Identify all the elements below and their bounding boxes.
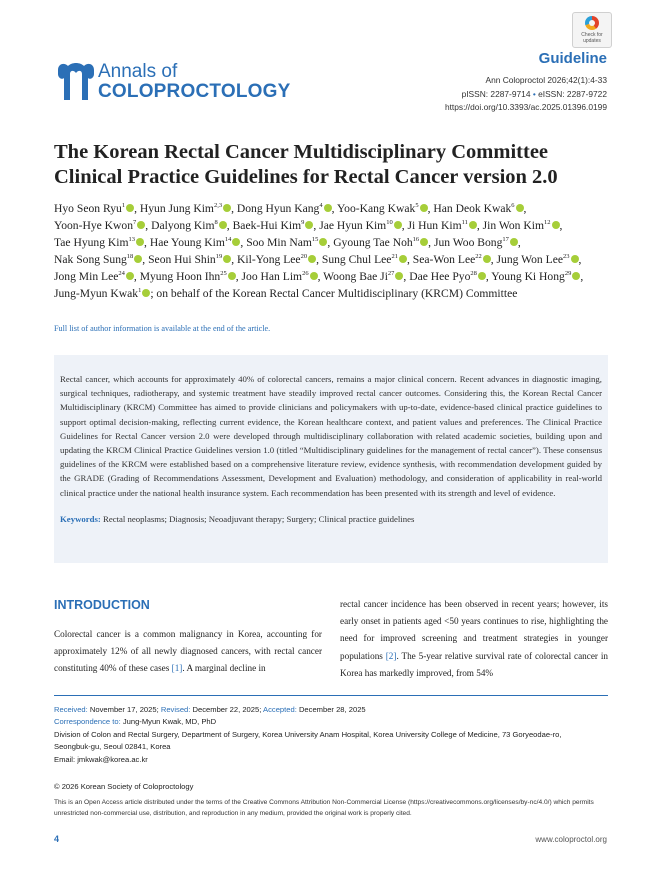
orcid-icon[interactable]: [572, 272, 580, 280]
author-affiliation: 29: [564, 270, 572, 278]
orcid-icon[interactable]: [219, 221, 227, 229]
keywords-label: Keywords:: [60, 513, 101, 524]
author-affiliation: 8: [214, 219, 218, 227]
author-affiliation: 1: [121, 202, 126, 210]
author-affiliation: 11: [461, 219, 468, 227]
author-name: Jong Min Lee: [54, 270, 119, 284]
logo-text-line2: COLOPROCTOLOGY: [98, 81, 291, 102]
orcid-icon[interactable]: [420, 238, 428, 246]
author-name: Jung-Myun Kwak: [54, 287, 139, 301]
orcid-icon[interactable]: [228, 272, 236, 280]
author-name: Woong Bae Ji: [323, 270, 388, 284]
author-list: Hyo Seon Ryu$^1$ , Hyun Jung Kim$^{2,3}$ , Dong Hyun Kang$^4$ , Yoo-Kang Kwak$^5$ , Han Deok Kwak$^6$ , Yoon-Hye Kwon$^7$ , Dalyong Kim$^8$ , Baek-Hui Kim$^9$ , Jae Hyun Kim$^{10}$ , Ji Hun Kim$^{11}$ , Jin Won Kim$^{12}$ , Tae Hyung Kim$^{13}$ , Hae Young Kim$^{14}$ , Soo Min Nam$^{15}$ , Gyoung Tae Noh$^{16}$ , Jun Woo Bong$^{17}$ , Nak Song Sung$^{18}$ , Seon Hui Shin$^{19}$ , Kil-Yong Lee$^{20}$ , Sung Chul Lee$^{21}$ , Sea-Won Lee$^{22}$ , Jung Won Lee$^{23}$ , Jong Min Lee$^{24}$ , Myung Hoon Ihn$^{25}$ , Joo Han Lim$^{26}$ , Woong Bae Ji$^{27}$ , Dae Hee Pyo$^{28}$ , Young Ki Hong$^{29}$ , Jung-Myun Kwak$^1$ ; on behalf of the Korean Rectal Cancer Multidisciplinary (KRCM) Committee: [54, 202, 584, 301]
author-affiliation: 14: [224, 236, 232, 244]
author-name: Jung Won Lee: [496, 253, 564, 267]
author-affiliation: 23: [563, 253, 570, 261]
accepted-date: December 28, 2025: [298, 705, 366, 714]
journal-info: [445, 74, 607, 115]
author-affiliation: 20: [300, 253, 308, 261]
orcid-icon[interactable]: [319, 238, 327, 246]
author: [491, 270, 580, 283]
author: [54, 270, 134, 283]
author: [497, 253, 579, 266]
author: [54, 287, 150, 300]
title-line-2: Clinical Practice Guidelines for Rectal Cancer version 2.0: [54, 166, 558, 188]
author: [54, 219, 145, 232]
orcid-icon[interactable]: [552, 221, 560, 229]
accepted-label: Accepted:: [263, 705, 297, 714]
footer-divider: [54, 695, 608, 696]
license-text: This is an Open Access article distributed under the terms of the Creative Commons Attribution Non-Commercial License (https://creativecommons.org/licenses/by-nc/4.0/) which permits unrestricted non-commercial use, distribution, and reproduction in any medium, provided the original work is properly cited.: [54, 799, 594, 817]
received-date: November 17, 2025;: [89, 705, 159, 714]
author: [319, 219, 401, 232]
check-badge-text: Check for updates: [581, 32, 603, 44]
author: [140, 202, 231, 215]
received-label: Received:: [54, 705, 88, 714]
author: [242, 270, 318, 283]
author-name: Baek-Hui Kim: [232, 219, 302, 233]
orcid-icon[interactable]: [394, 221, 402, 229]
author: [237, 253, 316, 266]
author-name: Gyoung Tae Noh: [333, 236, 413, 250]
revised-date: December 22, 2025;: [192, 705, 262, 714]
article-title: [54, 140, 614, 190]
crossmark-icon: [585, 16, 599, 30]
author: [337, 202, 428, 215]
author: [246, 236, 327, 249]
check-for-updates-badge[interactable]: [572, 12, 612, 48]
dates-line: [54, 704, 614, 716]
author-name: Yoon-Hye Kwon: [54, 219, 134, 233]
author: [148, 253, 231, 266]
author-affiliation: 7: [133, 219, 137, 227]
intro-right-text-end: . The 5-year relative survival rate of colorectal cancer in Korea has markedly improved, from 54%: [340, 650, 608, 678]
author: [433, 202, 523, 215]
author-affiliation: 9: [301, 219, 305, 227]
author-name: Myung Hoon Ihn: [139, 270, 221, 284]
author-name: Jun Woo Bong: [433, 236, 503, 250]
reference-link-2[interactable]: [2]: [385, 650, 397, 661]
author-name: Hyun Jung Kim: [139, 202, 214, 215]
author: [407, 219, 476, 232]
author-name: Ji Hun Kim: [407, 219, 462, 233]
author-name: Tae Hyung Kim: [54, 236, 129, 250]
author-affiliation: 6: [511, 202, 515, 210]
copyright-notice: © 2026 Korean Society of Coloproctology: [54, 782, 194, 791]
author: [483, 219, 560, 232]
orcid-icon[interactable]: [126, 272, 134, 280]
address-line-2: Seongbuk-gu, Seoul 02841, Korea: [54, 742, 171, 752]
author-name: Sung Chul Lee: [321, 253, 392, 267]
author-affiliation: 19: [215, 253, 223, 261]
author: [140, 270, 236, 283]
author-name: Hae Young Kim: [149, 236, 225, 250]
logo-text-line1: Annals of: [98, 61, 178, 82]
email-link[interactable]: Email: jmkwak@korea.ac.kr: [54, 754, 148, 764]
author-affiliation: 25: [220, 270, 227, 278]
author: [237, 202, 332, 215]
author-name: Hyo Seon Ryu: [54, 202, 122, 215]
author: [322, 253, 407, 266]
author-name: Soo Min Nam: [246, 236, 312, 250]
author-affiliation: 5: [415, 202, 419, 210]
orcid-icon[interactable]: [232, 238, 240, 246]
author-affiliation: 28: [470, 270, 477, 278]
orcid-icon[interactable]: [136, 238, 144, 246]
author-name: Sea-Won Lee: [412, 253, 476, 267]
orcid-icon[interactable]: [420, 204, 428, 212]
author-affiliation: 2,3: [213, 202, 223, 210]
orcid-icon[interactable]: [483, 255, 491, 263]
intro-left-text: Colorectal cancer is a common malignancy in Korea, accounting for approximately 12% of all newly diagnosed cancers, with rectal cancer constituting 40% of these cases: [54, 629, 322, 674]
author-name: Kil-Yong Lee: [237, 253, 301, 267]
author-affiliation: 13: [128, 236, 136, 244]
orcid-icon[interactable]: [310, 272, 318, 280]
revised-label: Revised:: [160, 705, 191, 714]
author-affiliation: 4: [319, 202, 323, 210]
author-affiliation: 22: [475, 253, 482, 261]
author-name: Joo Han Lim: [241, 270, 303, 284]
author-name: Dae Hee Pyo: [409, 270, 471, 284]
journal-logo-icon: [54, 60, 98, 104]
author-information-note[interactable]: Full list of author information is available at the end of the article.: [54, 324, 271, 333]
author-name: Han Deok Kwak: [433, 202, 512, 215]
abstract-text: Rectal cancer, which accounts for approximately 40% of colorectal cancers, remains a major clinical concern. Recent advances in diagnostic imaging, surgical techniques, radiotherapy, and systemic treatment have steadily improved rectal cancer outcomes. Considering this, the Korean Rectal Cancer Multidisciplinary (KRCM) Committee has aimed to provide clinicians and policymakers with up-to-date, evidence-based clinical practice guidelines to support optimal decision-making, reflecting current evidence, the Korean healthcare context, and patient values and preferences. The Clinical Practice Guidelines for Rectal Cancer version 2.0 were developed through multidisciplinary collaboration with related academic societies, building upon and updating the KRCM Clinical Practice Guidelines version 1.0 (titled “Multidisciplinary guidelines for the management of rectal cancer”). These consensus guidelines of the KRCM were established based on a comprehensive literature review, evidence synthesis, with recommendation development guided by the GRADE (Grading of Recommendations Assessment, Development and Evaluation) methodology, and consideration of applicability in real-world clinical practice under the national health insurance system. Each recommendation has been presented with its strength and level of evidence.: [60, 374, 602, 498]
orcid-icon[interactable]: [223, 255, 231, 263]
intro-right-text: rectal cancer incidence has been observed in recent years; however, its early onset in patients aged <50 years continues to rise, highlighting the need for improved screening and treatment strategies in younger populations: [340, 599, 608, 661]
orcid-icon[interactable]: [478, 272, 486, 280]
doi-link[interactable]: https://doi.org/10.3393/ac.2025.01396.0199: [444, 102, 607, 112]
article-type-label: Guideline: [538, 50, 607, 67]
author: [409, 270, 486, 283]
author-name: Young Ki Hong: [491, 270, 565, 284]
author-name: Dalyong Kim: [151, 219, 215, 233]
author: [434, 236, 518, 249]
author: [333, 236, 428, 249]
author: [413, 253, 491, 266]
page-number: 4: [54, 834, 60, 844]
author-affiliation: 21: [391, 253, 398, 261]
orcid-icon[interactable]: [308, 255, 316, 263]
title-line-1: The Korean Rectal Cancer Multidisciplinary Committee: [54, 141, 549, 163]
correspondence-label: Correspondence to:: [54, 717, 121, 727]
author: [54, 202, 134, 215]
author-name: Yoo-Kang Kwak: [336, 202, 416, 215]
author: [54, 253, 142, 266]
author-affiliation: 12: [544, 219, 551, 227]
reference-link-1[interactable]: [1]: [171, 663, 183, 674]
orcid-icon[interactable]: [126, 204, 134, 212]
author-affiliation: 26: [302, 270, 309, 278]
authors-tail: ; on behalf of the Korean Rectal Cancer Multidisciplinary (KRCM) Committee: [150, 287, 518, 301]
intro-left-column: [54, 626, 322, 678]
author: [233, 219, 314, 232]
correspondence-line: [54, 716, 614, 728]
orcid-icon[interactable]: [510, 238, 518, 246]
abstract-box: [54, 355, 608, 563]
author-affiliation: 24: [118, 270, 125, 278]
author-affiliation: 1: [138, 287, 142, 295]
address-line-1: Division of Colon and Rectal Surgery, Department of Surgery, Korea University Anam Hospital, Korea University College of Medicine, 73 Goryeodae-ro,: [54, 729, 562, 739]
author-name: Nak Song Sung: [54, 253, 127, 267]
author-name: Jae Hyun Kim: [319, 219, 387, 233]
keywords-line: [60, 514, 602, 524]
orcid-icon[interactable]: [223, 204, 231, 212]
author-affiliation: 10: [386, 219, 393, 227]
author: [323, 270, 403, 283]
author-affiliation: 17: [502, 236, 509, 244]
author: [151, 219, 227, 232]
issn-separator: •: [532, 88, 536, 99]
eissn: eISSN: 2287-9722: [538, 88, 607, 99]
orcid-icon[interactable]: [469, 221, 477, 229]
intro-right-column: [340, 596, 608, 682]
author-affiliation: 15: [311, 236, 319, 244]
article-history: [54, 704, 614, 766]
author-affiliation: 18: [126, 253, 134, 261]
orcid-icon[interactable]: [395, 272, 403, 280]
keywords-text: Rectal neoplasms; Diagnosis; Neoadjuvant therapy; Surgery; Clinical practice guidelines: [103, 513, 415, 524]
orcid-icon[interactable]: [516, 204, 524, 212]
orcid-icon[interactable]: [134, 255, 142, 263]
citation: Ann Coloproctol 2026;42(1):4-33: [485, 75, 607, 85]
orcid-icon[interactable]: [305, 221, 313, 229]
pissn: pISSN: 2287-9714: [461, 88, 531, 99]
correspondence-name: Jung-Myun Kwak, MD, PhD: [122, 717, 217, 727]
author-name: Seon Hui Shin: [148, 253, 216, 267]
author-affiliation: 16: [412, 236, 420, 244]
orcid-icon[interactable]: [571, 255, 579, 263]
orcid-icon[interactable]: [137, 221, 145, 229]
author-name: Dong Hyun Kang: [236, 202, 320, 215]
orcid-icon[interactable]: [324, 204, 332, 212]
author: [150, 236, 241, 249]
issn-line: [445, 88, 607, 102]
orcid-icon[interactable]: [399, 255, 407, 263]
journal-website-link[interactable]: www.coloproctol.org: [535, 835, 607, 844]
intro-left-text-end: . A marginal decline in: [182, 663, 266, 674]
author-name: Jin Won Kim: [482, 219, 544, 233]
author: [54, 236, 144, 249]
author-affiliation: 27: [387, 270, 395, 278]
introduction-heading: INTRODUCTION: [54, 598, 150, 612]
